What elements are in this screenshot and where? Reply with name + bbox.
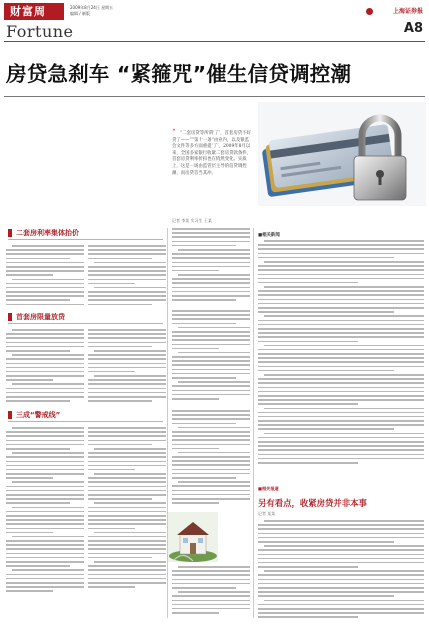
- page-headline: 房贷急刹车 “紧箍咒”催生信贷调控潮: [6, 62, 352, 86]
- article-column: [88, 427, 166, 619]
- section-rule: [8, 421, 163, 422]
- section-heading: [8, 228, 79, 238]
- sidebar-label: ■相关新闻: [258, 233, 280, 238]
- lead-byline: 记者 李某 实习生 王某: [172, 218, 212, 223]
- article-column: [6, 245, 84, 307]
- house-photo: [168, 512, 218, 562]
- article-column: [172, 410, 250, 508]
- headline-rule: [4, 96, 425, 97]
- section-rule: [8, 323, 163, 324]
- section-title: 三成“警戒线”: [16, 411, 61, 419]
- newspaper-name: 上海证券报: [392, 8, 423, 15]
- brand-dot-icon: [366, 8, 373, 15]
- sidebar-column: [258, 240, 424, 480]
- section-title: 首套房限量放贷: [16, 313, 65, 321]
- article-column: [88, 329, 166, 405]
- article-column: [6, 427, 84, 619]
- quote-mark-icon: “: [172, 128, 176, 136]
- sidebar-byline: 记者 某某: [258, 511, 276, 516]
- article-column: [172, 310, 250, 405]
- page-number: A8: [403, 21, 423, 36]
- lead-paragraph: “二套房贷等所谓‘了’，首套房贷不好贷了——”“第十一条”由业内，以及银监会文件等多方面重提‘了’，2009年8月以来，全国多家银行收紧二套房贷款条件，首套房贷利率折扣也在悄然变化。实质上，这是一场由监管层主导的信贷调控潮，而房贷首当其冲。: [172, 131, 252, 176]
- section-logo: 财富周: [10, 5, 46, 18]
- section-bullet-icon: [8, 229, 12, 237]
- issue-date: 2009年8月24日 星期五: [70, 5, 114, 10]
- article-column: [6, 329, 84, 405]
- article-column: [88, 245, 166, 307]
- padlock-illustration: [258, 102, 426, 206]
- section-title: 二套房利率集体抬价: [16, 229, 79, 237]
- section-heading: [8, 410, 60, 420]
- masthead-rule: [4, 41, 425, 42]
- section-bullet-icon: [8, 411, 12, 419]
- issue-info: [70, 5, 150, 17]
- section-bullet-icon: [8, 313, 12, 321]
- sidebar-column: [258, 520, 424, 620]
- masthead: [0, 0, 429, 40]
- issue-editors: 编辑 / 制版: [70, 11, 90, 16]
- sidebar-title: 另有看点，收紧房贷并非本事: [258, 498, 367, 508]
- column-rule: [253, 228, 254, 618]
- section-rule: [8, 239, 163, 240]
- section-heading: [8, 312, 65, 322]
- article-column: [172, 566, 250, 620]
- fortune-wordmark: Fortune: [6, 22, 74, 41]
- sidebar-kicker: ■相关报道: [258, 486, 279, 491]
- article-column: [172, 228, 250, 306]
